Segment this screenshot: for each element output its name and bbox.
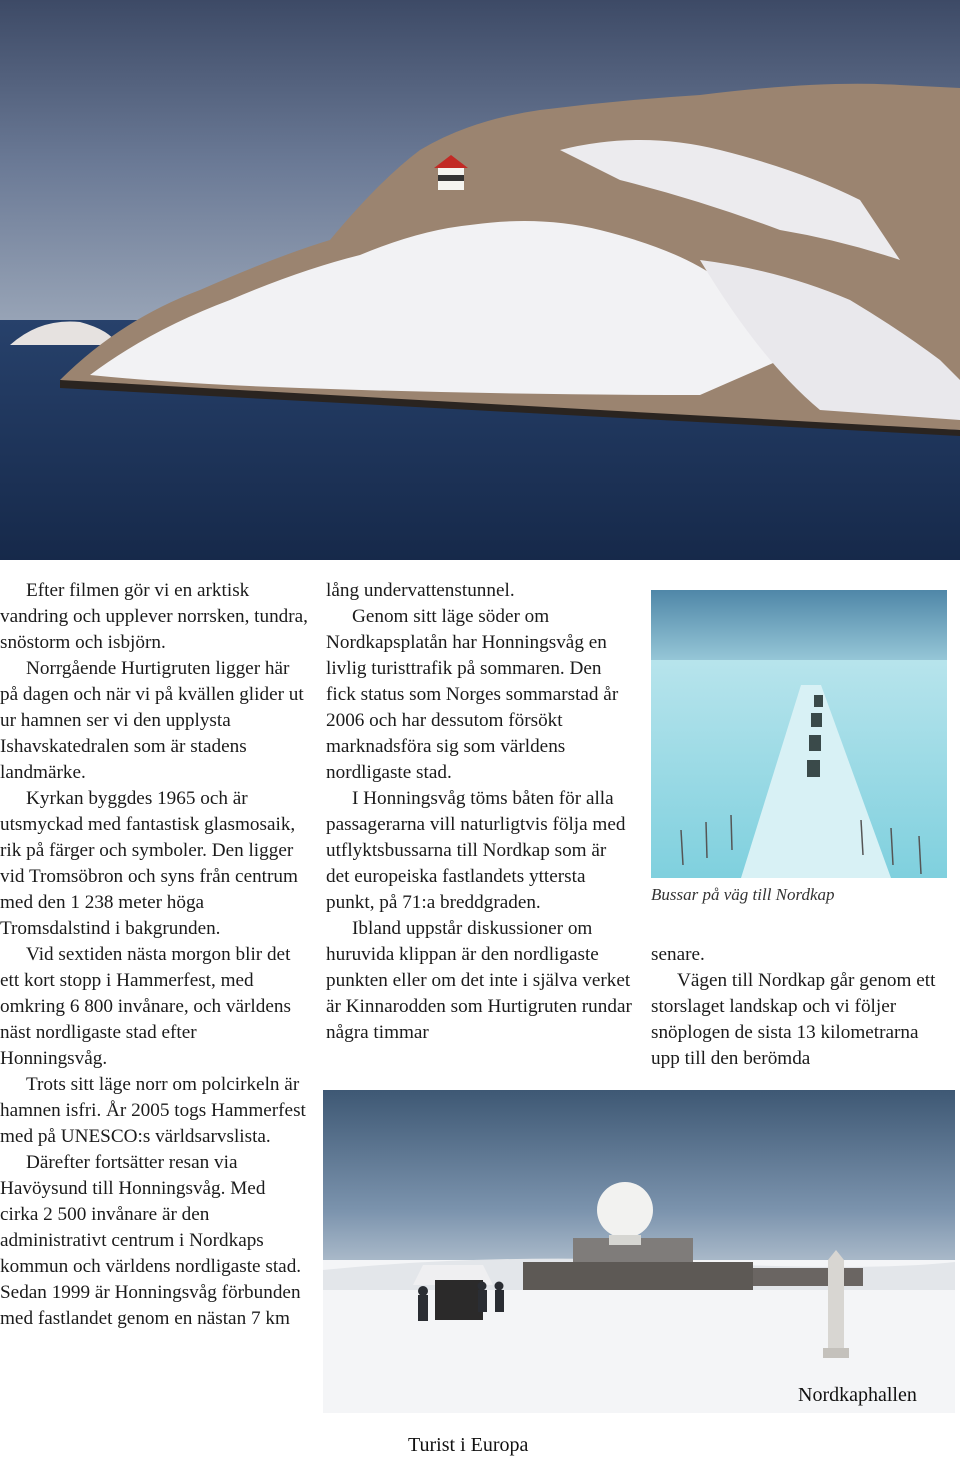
paragraph: Kyrkan byggdes 1965 och är utsmyckad med fantastisk glasmosaik, rik på färger och symboler. Den ligger vid Tromsöbron och syns från centrum med den 1 238 meter höga Tromsdalstind i bakgrunden. bbox=[0, 788, 298, 939]
paragraph: Efter filmen gör vi en arktisk vandring och upplever norrsken, tundra, snöstorm och isbjörn. bbox=[0, 580, 308, 653]
text-column-2 bbox=[326, 578, 632, 1046]
paragraph: lång undervattenstunnel. bbox=[326, 580, 515, 601]
paragraph: Norrgående Hurtigruten ligger här på dagen och när vi på kvällen glider ut ur hamnen ser vi den upplysta Ishavskatedralen som är stadens landmärke. bbox=[0, 658, 304, 783]
text-column-1 bbox=[0, 578, 308, 1332]
paragraph: Vid sextiden nästa morgon blir det ett kort stopp i Hammerfest, med omkring 6 800 invånare, och världens näst nordligaste stad efter Honningsvåg. bbox=[0, 944, 291, 1069]
lighthouse-island-photo bbox=[0, 0, 960, 560]
paragraph: Därefter fortsätter resan via Havöysund till Honningsvåg. Med cirka 2 500 invånare är den administrativt centrum i Nordkaps kommun och världens nordligaste stad. Sedan 1999 är Honningsvåg förbunden med fastlandet genom en nästan 7 km bbox=[0, 1152, 302, 1329]
text-column-3 bbox=[651, 942, 949, 1072]
nordkaphallen-photo bbox=[323, 1090, 955, 1413]
page-footer: Turist i Europa bbox=[408, 1434, 529, 1456]
paragraph: Trots sitt läge norr om polcirkeln är hamnen isfri. År 2005 togs Hammerfest med på UNESCO:s världsarvslista. bbox=[0, 1074, 306, 1147]
paragraph: Genom sitt läge söder om Nordkapsplatån har Honningsvåg en livlig turisttrafik på sommaren. Den fick status som Norges sommarstad år 2006 och har dessutom försökt marknadsföra sig som världens nordligaste stad. bbox=[326, 606, 619, 783]
paragraph: I Honningsvåg töms båten för alla passagerarna vill naturligtvis följa med utflyktsbussarna till Nordkap som är det europeiska fastlandets yttersta punkt, på 71:a breddgraden. bbox=[326, 788, 626, 913]
photo-label: Nordkaphallen bbox=[798, 1384, 917, 1406]
buses-photo bbox=[651, 590, 947, 878]
paragraph: Vägen till Nordkap går genom ett storslaget landskap och vi följer snöplogen de sista 13 kilometrarna upp till den berömda bbox=[651, 970, 936, 1069]
paragraph: senare. bbox=[651, 944, 705, 965]
paragraph: Ibland uppstår diskussioner om huruvida klippan är den nordligaste punkten eller om det inte i själva verket är Kinnarodden som Hurtigruten rundar några timmar bbox=[326, 918, 632, 1043]
photo-caption: Bussar på väg till Nordkap bbox=[651, 885, 835, 904]
